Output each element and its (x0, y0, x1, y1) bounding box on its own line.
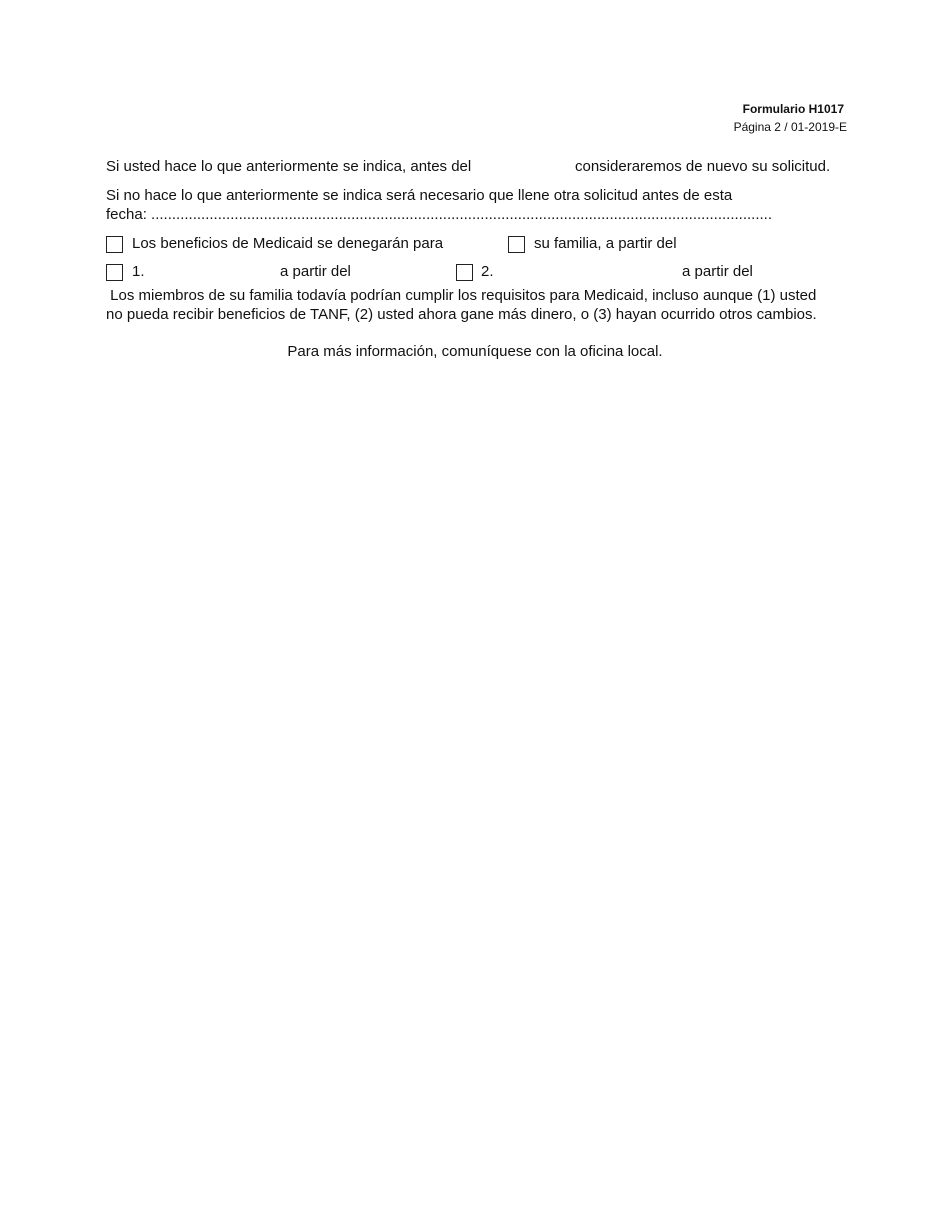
member-2-number: 2. (481, 263, 494, 280)
fecha-label: fecha: (106, 206, 147, 223)
fecha-fill-line: ..................................................................................................................................................... (151, 206, 773, 223)
medicaid-denial-checkbox[interactable] (106, 236, 123, 253)
member-2-date-label: a partir del (682, 263, 753, 280)
member-2-checkbox[interactable] (456, 264, 473, 281)
notice-line-2: no pueda recibir beneficios de TANF, (2) usted ahora gane más dinero, o (3) hayan ocurrido otros cambios. (106, 306, 817, 323)
reconsider-text-right: consideraremos de nuevo su solicitud. (575, 158, 831, 175)
member-1-checkbox[interactable] (106, 264, 123, 281)
member-1-number: 1. (132, 263, 145, 280)
notice-line-1: Los miembros de su familia todavía podrían cumplir los requisitos para Medicaid, incluso aunque (1) usted (106, 287, 817, 304)
reconsider-text-left: Si usted hace lo que anteriormente se indica, antes del (106, 158, 472, 175)
reapply-text: Si no hace lo que anteriormente se indica será necesario que llene otra solicitud antes de esta (106, 187, 733, 204)
fecha-row (106, 206, 772, 224)
family-checkbox[interactable] (508, 236, 525, 253)
form-title: Formulario H1017 (742, 102, 844, 116)
medicaid-denial-label: Los beneficios de Medicaid se denegarán para (132, 235, 444, 252)
page-info: Página 2 / 01-2019-E (733, 120, 847, 134)
member-1-date-label: a partir del (280, 263, 351, 280)
contact-info: Para más información, comuníquese con la oficina local. (287, 343, 663, 360)
family-label: su familia, a partir del (534, 235, 677, 252)
